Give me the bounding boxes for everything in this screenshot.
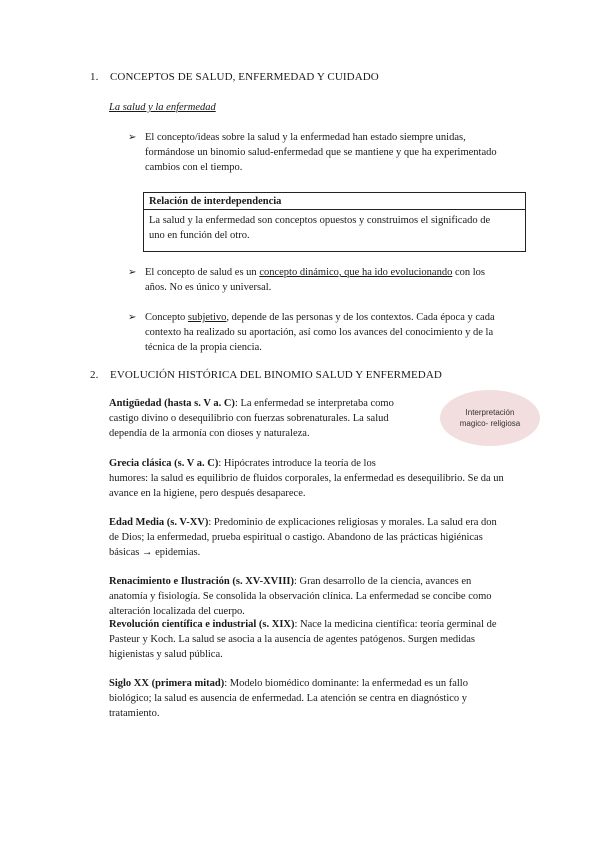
section-1-title: CONCEPTOS DE SALUD, ENFERMEDAD Y CUIDADO	[110, 71, 379, 83]
box-line-1: La salud y la enfermedad son conceptos opuestos y construimos el significado de	[149, 215, 491, 226]
renacimiento-text: : Gran desarrollo de la ciencia, avances en	[294, 576, 472, 587]
revolucion-line-1	[109, 617, 497, 632]
period-antiguedad	[109, 396, 394, 441]
grecia-label: Grecia clásica (s. V a. C)	[109, 458, 219, 469]
ellipse-line-1: Interpretación	[465, 408, 515, 417]
edad-media-line-1	[109, 515, 497, 530]
interdependence-box-heading: Relación de interdependencia	[144, 193, 525, 210]
grecia-line-2: humores: la salud es equilibrio de fluidos corporales, la enfermedad es desequilibrio. Se da un	[109, 473, 504, 484]
ellipse-line-2: magico- religiosa	[459, 419, 521, 428]
interdependence-box	[143, 192, 526, 252]
bullet-3-post: , depende de las personas y de los contextos. Cada época y cada	[226, 312, 495, 323]
bullet-arrow-icon: ➢	[128, 312, 137, 323]
section-1-subtitle: La salud y la enfermedad	[109, 102, 216, 113]
renacimiento-line-3: alteración localizada del cuerpo.	[109, 606, 245, 617]
bullet-3-line-2: contexto ha realizado su aportación, así como los avances del conocimiento y de la	[145, 327, 494, 338]
bullet-2-pre: El concepto de salud es un	[145, 267, 260, 278]
magic-religious-ellipse	[440, 390, 540, 446]
bullet-2-underlined: concepto dinámico, que ha ido evolucionando	[259, 267, 453, 278]
renacimiento-label: Renacimiento e Ilustración (s. XV-XVIII)	[109, 576, 294, 587]
bullet-2-line-1	[145, 265, 485, 280]
section-2-title: EVOLUCIÓN HISTÓRICA DEL BINOMIO SALUD Y ENFERMEDAD	[110, 369, 442, 381]
revolucion-text: : Nace la medicina científica: teoría germinal de	[294, 619, 497, 630]
antiguedad-line-1	[109, 396, 394, 411]
grecia-line-3: avance en la higiene, pero después desaparece.	[109, 488, 306, 499]
renacimiento-line-2: anatomía y fisiología. Se consolida la observación clínica. La enfermedad se concibe como	[109, 591, 492, 602]
revolucion-line-2: Pasteur y Koch. La salud se asocia a la ausencia de agentes patógenos. Surgen medidas	[109, 634, 476, 645]
box-line-2: uno en función del otro.	[149, 230, 250, 241]
siglo-xx-line-2: biológico; la salud es ausencia de enfermedad. La atención se centra en diagnóstico y	[109, 693, 468, 704]
renacimiento-line-1	[109, 574, 492, 589]
period-edad-media	[109, 515, 497, 560]
bullet-3	[145, 310, 495, 355]
edad-media-text: : Predominio de explicaciones religiosas y morales. La salud era don	[208, 517, 497, 528]
siglo-xx-line-3: tratamiento.	[109, 708, 160, 719]
bullet-arrow-icon: ➢	[128, 132, 137, 143]
antiguedad-line-3: dependía de la armonía con dioses y naturaleza.	[109, 428, 310, 439]
bullet-2-post: con los	[452, 267, 486, 278]
edad-media-label: Edad Media (s. V-XV)	[109, 517, 209, 528]
bullet-1-line-2: formándose un binomio salud-enfermedad que se mantiene y que ha experimentado	[145, 147, 497, 158]
bullet-3-underlined: subjetivo	[187, 312, 227, 323]
siglo-xx-line-1	[109, 676, 468, 691]
bullet-3-line-3: técnica de la propia ciencia.	[145, 342, 262, 353]
period-siglo-xx	[109, 676, 468, 721]
bullet-2-line-2: años. No es único y universal.	[145, 282, 272, 293]
section-2-number: 2.	[90, 369, 99, 381]
grecia-text: : Hipócrates introduce la teoría de los	[218, 458, 376, 469]
period-grecia	[109, 456, 504, 501]
revolucion-line-3: higienistas y salud pública.	[109, 649, 223, 660]
antiguedad-label: Antigüedad (hasta s. V a. C)	[109, 398, 235, 409]
antiguedad-line-2: castigo divino o desequilibrio con fuerzas sobrenaturales. La salud	[109, 413, 389, 424]
section-2-heading	[90, 368, 442, 383]
period-revolucion	[109, 617, 497, 662]
bullet-2	[145, 265, 485, 295]
bullet-1-line-3: cambios con el tiempo.	[145, 162, 243, 173]
period-renacimiento	[109, 574, 492, 619]
interdependence-box-body	[144, 210, 525, 246]
bullet-arrow-icon: ➢	[128, 267, 137, 278]
grecia-line-1	[109, 456, 504, 471]
edad-media-line-3: básicas → epidemias.	[109, 547, 201, 558]
bullet-3-pre: Concepto	[145, 312, 188, 323]
antiguedad-text: : La enfermedad se interpretaba como	[234, 398, 394, 409]
bullet-1-line-1: El concepto/ideas sobre la salud y la enfermedad han estado siempre unidas,	[145, 132, 466, 143]
siglo-xx-label: Siglo XX (primera mitad)	[109, 678, 225, 689]
bullet-3-line-1	[145, 310, 495, 325]
bullet-1	[145, 130, 497, 175]
section-1-heading	[90, 70, 379, 85]
revolucion-label: Revolución científica e industrial (s. XIX)	[109, 619, 295, 630]
edad-media-line-2: de Dios; la enfermedad, prueba espiritual o castigo. Abandono de las prácticas higiénicas	[109, 532, 483, 543]
siglo-xx-text: : Modelo biomédico dominante: la enfermedad es un fallo	[224, 678, 468, 689]
section-1-number: 1.	[90, 71, 99, 83]
